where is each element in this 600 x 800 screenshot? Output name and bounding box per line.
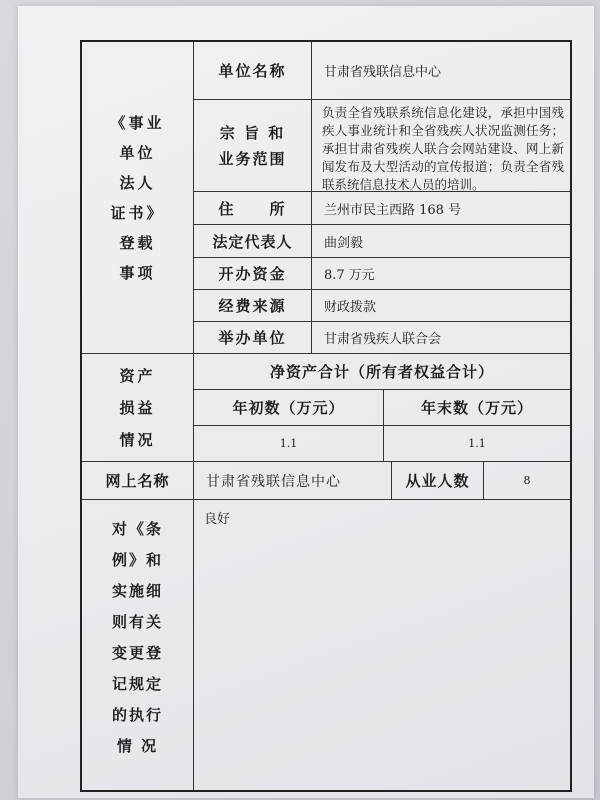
unit-name-label: 单位名称 — [194, 42, 312, 100]
purpose-value: 负责全省残联系统信息化建设，承担中国残疾人事业统计和全省残疾人状况监测任务；承担甘肃省残疾人联合会网站建设、网上新闻发布及大型活动的宣传报道；负责全省残联系统信息技术人员的培训。 — [312, 100, 570, 192]
net-assets-header: 净资产合计（所有者权益合计） — [194, 354, 570, 390]
compliance-title-line: 实施细 — [111, 582, 163, 600]
capital-value: 8.7 万元 — [312, 258, 570, 290]
sponsor-value: 甘肃省残疾人联合会 — [312, 322, 570, 354]
compliance-section-title — [82, 500, 194, 790]
registration-title-line: 单位 — [119, 143, 156, 162]
assets-title-line: 资产 — [119, 366, 156, 385]
assets-section-title — [82, 354, 194, 462]
compliance-value: 良好 — [204, 512, 231, 527]
address-value: 兰州市民主西路 168 号 — [312, 192, 570, 225]
registration-title-line: 法人 — [119, 173, 156, 192]
legal-rep-label: 法定代表人 — [194, 225, 312, 258]
purpose-label-line: 业务范围 — [218, 149, 287, 168]
purpose-label — [194, 100, 312, 192]
compliance-title-line: 变更登 — [111, 644, 163, 662]
unit-name-value: 甘肃省残联信息中心 — [312, 42, 570, 100]
end-year-label: 年末数（万元） — [384, 390, 570, 426]
staff-count-value: 8 — [484, 462, 570, 500]
compliance-title-line: 记规定 — [111, 675, 163, 693]
compliance-title-line: 情 况 — [116, 737, 159, 755]
begin-year-label: 年初数（万元） — [194, 390, 384, 426]
registration-section-title — [82, 42, 194, 354]
begin-year-value: 1.1 — [194, 426, 384, 462]
capital-label: 开办资金 — [194, 258, 312, 290]
online-name-value: 甘肃省残联信息中心 — [194, 462, 392, 500]
online-name-label: 网上名称 — [82, 462, 194, 500]
registration-title-line: 《事业 — [110, 113, 165, 132]
compliance-title-line: 则有关 — [111, 613, 163, 631]
report-table — [80, 40, 572, 792]
compliance-title-line: 例》和 — [111, 551, 163, 569]
assets-title-line: 情况 — [119, 430, 156, 449]
end-year-value: 1.1 — [384, 426, 570, 462]
registration-title-line: 登载 — [119, 233, 156, 252]
registration-title-line: 证书》 — [110, 203, 165, 222]
funding-source-label: 经费来源 — [194, 290, 312, 322]
funding-source-value: 财政拨款 — [312, 290, 570, 322]
compliance-title-line: 对《条 — [111, 520, 163, 538]
purpose-label-line: 宗 旨 和 — [219, 123, 286, 142]
address-label: 住 所 — [194, 192, 312, 225]
assets-title-line: 损益 — [119, 398, 156, 417]
document-page — [18, 6, 594, 798]
registration-title-line: 事项 — [119, 263, 156, 282]
compliance-title-line: 的执行 — [111, 706, 163, 724]
staff-count-label: 从业人数 — [392, 462, 484, 500]
legal-rep-value: 曲剑毅 — [312, 225, 570, 258]
sponsor-label: 举办单位 — [194, 322, 312, 354]
